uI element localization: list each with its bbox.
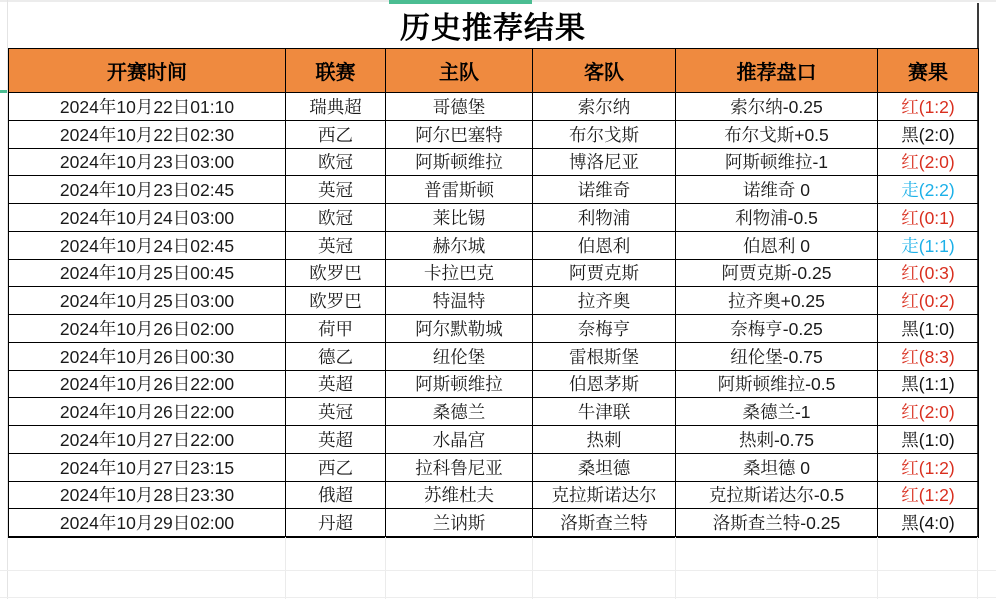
cell-result[interactable]: 黑(1:0) [878,315,979,343]
column-header-league[interactable]: 联赛 [286,49,386,93]
results-tbody [9,93,979,538]
cell-away[interactable]: 布尔戈斯 [533,120,676,148]
cell-time[interactable]: 2024年10月23日02:45 [9,176,286,204]
column-header-handicap[interactable]: 推荐盘口 [676,49,878,93]
cell-time[interactable]: 2024年10月27日22:00 [9,426,286,454]
cell-time[interactable]: 2024年10月27日23:15 [9,453,286,481]
cell-away[interactable]: 克拉斯诺达尔 [533,481,676,509]
cell-home[interactable]: 莱比锡 [386,204,533,232]
cell-time[interactable]: 2024年10月28日23:30 [9,481,286,509]
cell-handicap[interactable]: 桑坦德 0 [676,453,878,481]
cell-away[interactable]: 诺维奇 [533,176,676,204]
cell-home[interactable]: 阿尔巴塞特 [386,120,533,148]
table-row [9,148,979,176]
gridline [0,597,996,598]
cell-handicap[interactable]: 热刺-0.75 [676,426,878,454]
cell-result[interactable]: 红(1:2) [878,453,979,481]
cell-away[interactable]: 奈梅亨 [533,315,676,343]
gridline [977,537,978,599]
cell-league[interactable]: 英超 [286,426,386,454]
cell-away[interactable]: 洛斯查兰特 [533,509,676,537]
cell-handicap[interactable]: 奈梅亨-0.25 [676,315,878,343]
page-title[interactable]: 历史推荐结果 [400,12,586,45]
cell-handicap[interactable]: 诺维奇 0 [676,176,878,204]
cell-handicap[interactable]: 拉齐奥+0.25 [676,287,878,315]
table-row [9,398,979,426]
row-accent-mark [0,90,7,93]
cell-home[interactable]: 苏维杜夫 [386,481,533,509]
cell-handicap[interactable]: 索尔纳-0.25 [676,93,878,121]
cell-league[interactable]: 西乙 [286,453,386,481]
gridline [675,537,676,599]
cell-league[interactable]: 英冠 [286,176,386,204]
gridline [0,570,996,571]
cell-league[interactable]: 欧罗巴 [286,259,386,287]
table-row [9,259,979,287]
cell-league[interactable]: 欧罗巴 [286,287,386,315]
column-header-home[interactable]: 主队 [386,49,533,93]
cell-time[interactable]: 2024年10月23日03:00 [9,148,286,176]
cell-league[interactable]: 俄超 [286,481,386,509]
column-header-result[interactable]: 赛果 [878,49,979,93]
table-row [9,370,979,398]
cell-handicap[interactable]: 纽伦堡-0.75 [676,342,878,370]
cell-result[interactable]: 走(1:1) [878,231,979,259]
cell-league[interactable]: 欧冠 [286,148,386,176]
cell-time[interactable]: 2024年10月26日02:00 [9,315,286,343]
cell-home[interactable]: 阿尔默勒城 [386,315,533,343]
cell-away[interactable]: 雷根斯堡 [533,342,676,370]
cell-result[interactable]: 红(8:3) [878,342,979,370]
cell-result[interactable]: 红(2:0) [878,398,979,426]
cell-time[interactable]: 2024年10月24日02:45 [9,231,286,259]
cell-handicap[interactable]: 桑德兰-1 [676,398,878,426]
cell-home[interactable]: 阿斯顿维拉 [386,148,533,176]
cell-result[interactable]: 红(0:2) [878,287,979,315]
cell-result[interactable]: 黑(2:0) [878,120,979,148]
cell-home[interactable]: 阿斯顿维拉 [386,370,533,398]
cell-time[interactable]: 2024年10月24日03:00 [9,204,286,232]
cell-league[interactable]: 德乙 [286,342,386,370]
cell-away[interactable]: 博洛尼亚 [533,148,676,176]
cell-away[interactable]: 利物浦 [533,204,676,232]
cell-result[interactable]: 红(2:0) [878,148,979,176]
table-row [9,93,979,121]
cell-time[interactable]: 2024年10月26日22:00 [9,398,286,426]
cell-handicap[interactable]: 克拉斯诺达尔-0.5 [676,481,878,509]
gridline [877,537,878,599]
cell-home[interactable]: 拉科鲁尼亚 [386,453,533,481]
cell-time[interactable]: 2024年10月22日01:10 [9,93,286,121]
cell-time[interactable]: 2024年10月26日00:30 [9,342,286,370]
cell-away[interactable]: 阿贾克斯 [533,259,676,287]
table-row [9,231,979,259]
cell-away[interactable]: 桑坦德 [533,453,676,481]
header-row [9,49,979,93]
cell-handicap[interactable]: 洛斯查兰特-0.25 [676,509,878,537]
cell-result[interactable]: 黑(4:0) [878,509,979,537]
cell-home[interactable]: 卡拉巴克 [386,259,533,287]
cell-home[interactable]: 水晶宫 [386,426,533,454]
cell-league[interactable]: 瑞典超 [286,93,386,121]
cell-home[interactable]: 普雷斯顿 [386,176,533,204]
results-table-wrap [8,2,978,538]
cell-league[interactable]: 荷甲 [286,315,386,343]
cell-handicap[interactable]: 伯恩利 0 [676,231,878,259]
table-row [9,204,979,232]
cell-handicap[interactable]: 阿斯顿维拉-1 [676,148,878,176]
table-row [9,287,979,315]
cell-home[interactable]: 特温特 [386,287,533,315]
cell-league[interactable]: 英冠 [286,231,386,259]
cell-result[interactable]: 红(1:2) [878,93,979,121]
table-row [9,481,979,509]
results-table [8,48,979,538]
table-row [9,176,979,204]
column-header-away[interactable]: 客队 [533,49,676,93]
cell-result[interactable]: 黑(1:1) [878,370,979,398]
cell-league[interactable]: 丹超 [286,509,386,537]
cell-time[interactable]: 2024年10月25日00:45 [9,259,286,287]
table-row [9,120,979,148]
cell-away[interactable]: 拉齐奥 [533,287,676,315]
table-row [9,426,979,454]
cell-handicap[interactable]: 阿斯顿维拉-0.5 [676,370,878,398]
table-row [9,509,979,537]
cell-league[interactable]: 英冠 [286,398,386,426]
cell-result[interactable]: 红(1:2) [878,481,979,509]
cell-away[interactable]: 热刺 [533,426,676,454]
cell-result[interactable]: 走(2:2) [878,176,979,204]
cell-home[interactable]: 桑德兰 [386,398,533,426]
cell-time[interactable]: 2024年10月25日03:00 [9,287,286,315]
cell-result[interactable]: 黑(1:0) [878,426,979,454]
cell-home[interactable]: 哥德堡 [386,93,533,121]
cell-home[interactable]: 兰讷斯 [386,509,533,537]
cell-time[interactable]: 2024年10月22日02:30 [9,120,286,148]
table-row [9,453,979,481]
cell-time[interactable]: 2024年10月29日02:00 [9,509,286,537]
cell-time[interactable]: 2024年10月26日22:00 [9,370,286,398]
cell-result[interactable]: 红(0:3) [878,259,979,287]
cell-home[interactable]: 赫尔城 [386,231,533,259]
cell-handicap[interactable]: 利物浦-0.5 [676,204,878,232]
cell-away[interactable]: 伯恩茅斯 [533,370,676,398]
cell-result[interactable]: 红(0:1) [878,204,979,232]
cell-handicap[interactable]: 阿贾克斯-0.25 [676,259,878,287]
gridline [385,537,386,599]
cell-home[interactable]: 纽伦堡 [386,342,533,370]
cell-league[interactable]: 英超 [286,370,386,398]
column-header-time[interactable]: 开赛时间 [9,49,286,93]
cell-league[interactable]: 欧冠 [286,204,386,232]
cell-away[interactable]: 伯恩利 [533,231,676,259]
cell-away[interactable]: 索尔纳 [533,93,676,121]
cell-league[interactable]: 西乙 [286,120,386,148]
gridline [532,537,533,599]
table-row [9,315,979,343]
cell-away[interactable]: 牛津联 [533,398,676,426]
gridline [285,537,286,599]
cell-handicap[interactable]: 布尔戈斯+0.5 [676,120,878,148]
table-row [9,342,979,370]
